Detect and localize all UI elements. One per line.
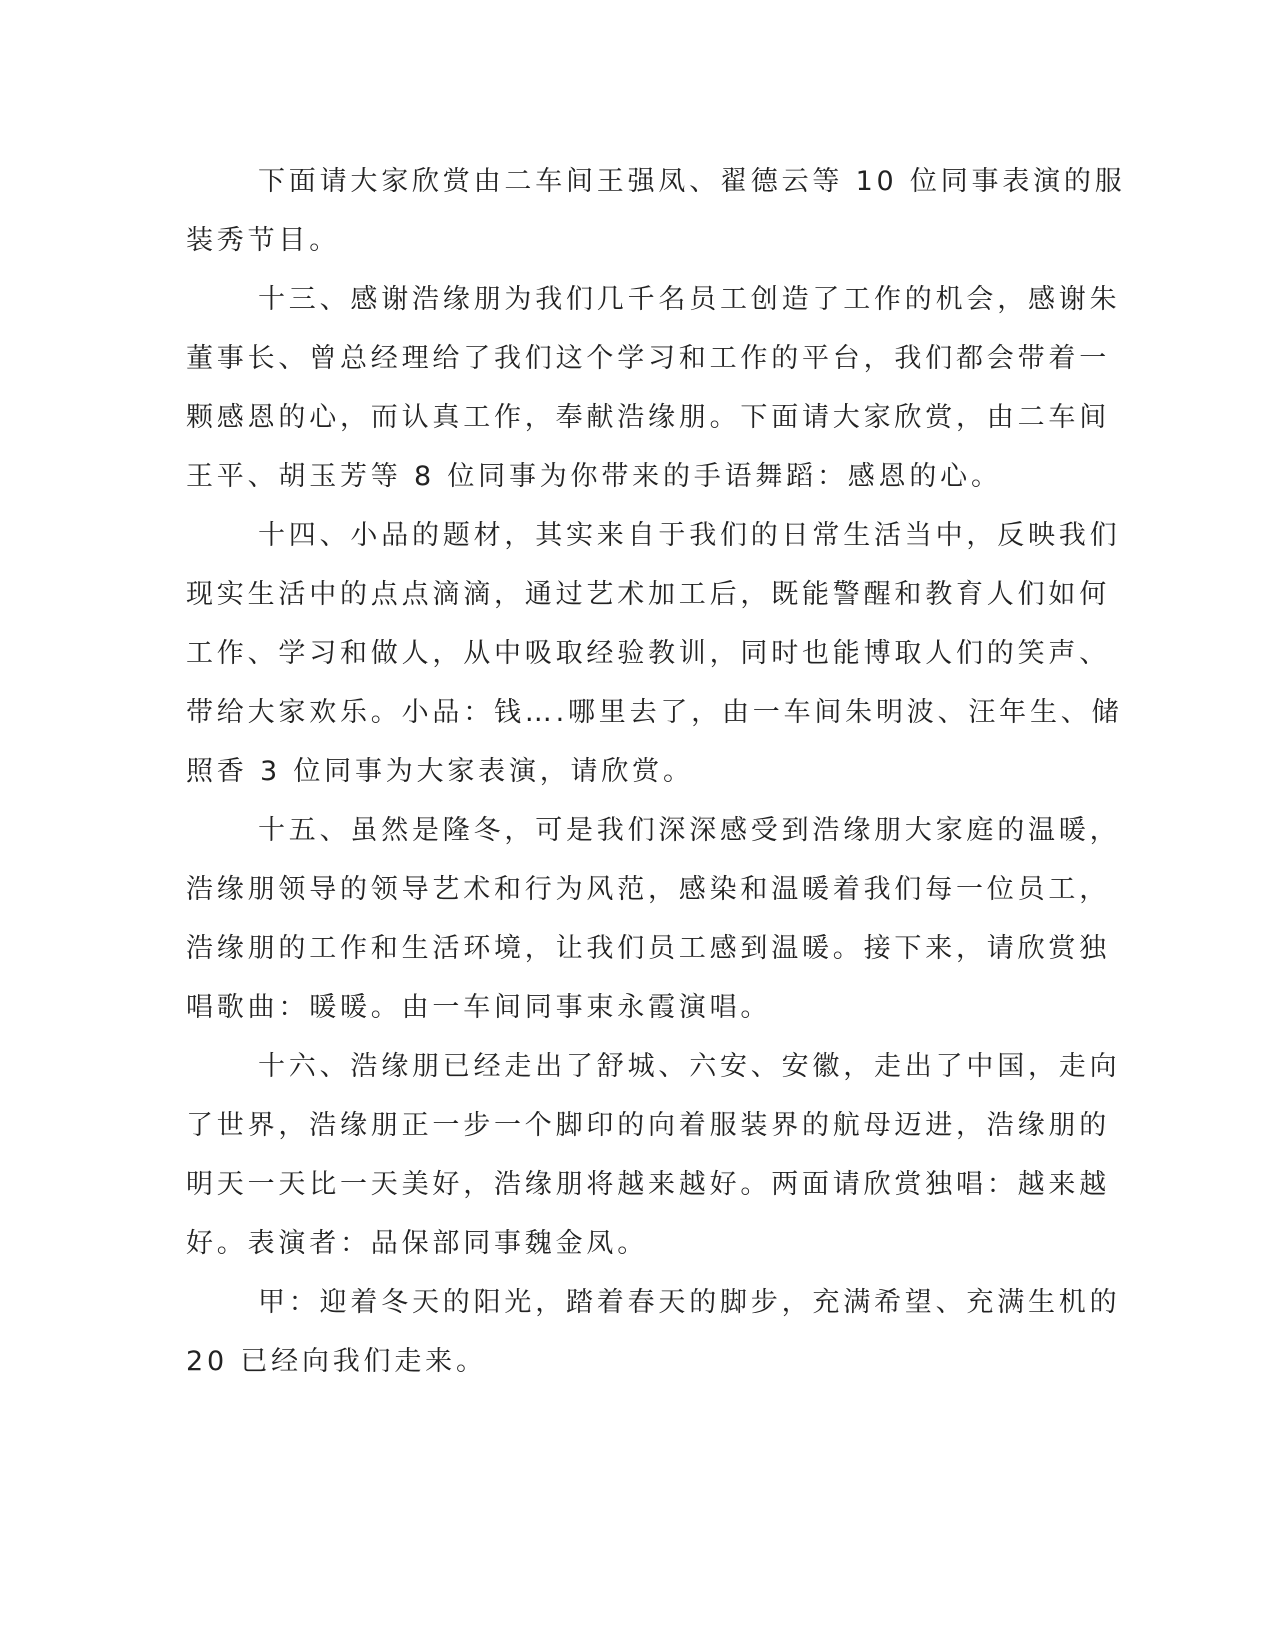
paragraph-line: 现实生活中的点点滴滴，通过艺术加工后，既能警醒和教育人们如何 bbox=[186, 579, 1110, 610]
paragraph-line: 唱歌曲：暖暖。由一车间同事束永霞演唱。 bbox=[186, 992, 772, 1023]
paragraph-line: 颗感恩的心，而认真工作，奉献浩缘朋。下面请大家欣赏，由二车间 bbox=[186, 402, 1110, 433]
paragraph-line: 带给大家欢乐。小品：钱….哪里去了，由一车间朱明波、汪年生、储 bbox=[186, 697, 1123, 728]
paragraph-line: 20 已经向我们走来。 bbox=[186, 1346, 487, 1377]
paragraph-line: 十三、感谢浩缘朋为我们几千名员工创造了工作的机会，感谢朱 bbox=[258, 284, 1121, 315]
paragraph-line: 明天一天比一天美好，浩缘朋将越来越好。两面请欣赏独唱：越来越 bbox=[186, 1169, 1110, 1200]
paragraph-line: 照香 3 位同事为大家表演，请欣赏。 bbox=[186, 756, 694, 787]
paragraph-line: 王平、胡玉芳等 8 位同事为你带来的手语舞蹈：感恩的心。 bbox=[186, 461, 1002, 492]
paragraph-line: 下面请大家欣赏由二车间王强凤、翟德云等 10 位同事表演的服 bbox=[258, 166, 1126, 197]
paragraph-line: 十五、虽然是隆冬，可是我们深深感受到浩缘朋大家庭的温暖， bbox=[258, 815, 1121, 846]
paragraph-line: 十六、浩缘朋已经走出了舒城、六安、安徽，走出了中国，走向 bbox=[258, 1051, 1121, 1082]
paragraph-line: 装秀节目。 bbox=[186, 225, 340, 256]
paragraph-line: 浩缘朋的工作和生活环境，让我们员工感到温暖。接下来，请欣赏独 bbox=[186, 933, 1110, 964]
paragraph-line: 工作、学习和做人，从中吸取经验教训，同时也能博取人们的笑声、 bbox=[186, 638, 1110, 669]
paragraph-line: 好。表演者：品保部同事魏金凤。 bbox=[186, 1228, 648, 1259]
paragraph-line: 甲：迎着冬天的阳光，踏着春天的脚步，充满希望、充满生机的 bbox=[258, 1287, 1121, 1318]
paragraph-line: 董事长、曾总经理给了我们这个学习和工作的平台，我们都会带着一 bbox=[186, 343, 1110, 374]
paragraph-line: 浩缘朋领导的领导艺术和行为风范，感染和温暖着我们每一位员工， bbox=[186, 874, 1110, 905]
paragraph-line: 了世界，浩缘朋正一步一个脚印的向着服装界的航母迈进，浩缘朋的 bbox=[186, 1110, 1110, 1141]
paragraph-line: 十四、小品的题材，其实来自于我们的日常生活当中，反映我们 bbox=[258, 520, 1121, 551]
